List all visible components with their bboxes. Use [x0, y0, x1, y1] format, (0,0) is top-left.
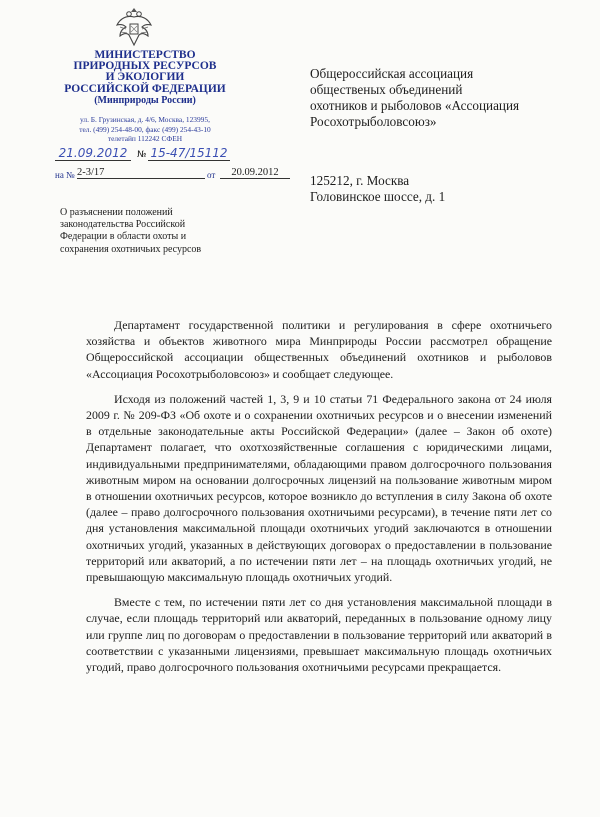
ministry-name: [60, 50, 230, 106]
ministry-line: И ЭКОЛОГИИ: [105, 71, 185, 84]
body-paragraph: Исходя из положений частей 1, 3, 9 и 10 статьи 71 Федерального закона от 24 июля 2009 г. № 209-ФЗ «Об охоте и о сохранении охотничьих ресурсов и о внесении изменений в отдельные законодательные акты Российской Федерации» (далее – Закон об охоте) Департамент полагает, что охотхозяйственные соглашения с юридическими лицами, индивидуальными предпринимателями, обладающими правом долгосрочного пользования животным миром на основании долгосрочных лицензий на пользование животным миром в отношении охотничьих ресурсов, которое возникло до вступления в силу Закона об охоте (далее – право долгосрочного пользования охотничьими ресурсами), в течение пяти лет со дня установления максимальной площади охотничьих угодий заключаются в отношении охотничьих угодий, указанных в действующих договорах о предоставлении в пользование территорий или акваторий, а по истечении пяти лет – на площадь охотничьих угодий, не превышающую максимальную площадь охотничьих угодий.: [86, 391, 552, 585]
address-line: тел. (499) 254-48-00, факс (499) 254-43-10: [79, 124, 211, 134]
recipient-address: [310, 173, 550, 205]
ministry-line: МИНИСТЕРСТВО: [94, 49, 196, 61]
subject-line: Федерации в области охоты и: [60, 231, 187, 243]
handwritten-date: 21.09.2012: [55, 146, 131, 161]
letter-body: [86, 317, 552, 684]
reference-number: 2-3/17: [77, 167, 205, 179]
ministry-line: ПРИРОДНЫХ РЕСУРСОВ: [73, 60, 217, 73]
subject-line: О разъяснении положений: [60, 207, 173, 218]
number-sign: №: [137, 150, 147, 160]
recipient-line: Росохотрыболовсоюз»: [310, 114, 437, 129]
recipient-address-line: Головинское шоссе, д. 1: [310, 189, 446, 204]
reference-date: 20.09.2012: [220, 167, 290, 179]
address-line: ул. Б. Грузинская, д. 4/6, Москва, 123995,: [80, 115, 210, 124]
handwritten-number: 15-47/15112: [148, 146, 230, 161]
reference-label: на №: [55, 170, 75, 180]
ministry-short-name: (Минприроды России): [94, 94, 196, 106]
recipient-line: охотников и рыболовов «Ассоциация: [310, 98, 520, 113]
recipient-line: Общероссийская ассоциация: [310, 66, 474, 81]
address-line: телетайп 112242 СФЕН: [107, 134, 183, 143]
body-paragraph: Департамент государственной политики и регулирования в сфере охотничьего хозяйства и объектов животного мира Минприроды России рассмотрел обращение Общероссийской ассоциации общественных объединений охотников и рыболовов «Ассоциация Росохотрыболовсоюз» и сообщает следующее.: [86, 318, 552, 381]
subject-line: законодательства Российской: [60, 219, 186, 231]
ministry-address: [60, 115, 230, 144]
coat-of-arms-emblem: [114, 5, 154, 49]
reference-date-label: от: [207, 170, 216, 180]
ministry-line: РОССИЙСКОЙ ФЕДЕРАЦИИ: [64, 82, 226, 95]
body-paragraph: Вместе с тем, по истечении пяти лет со дня установления максимальной площади в случае, если площадь территорий или акваторий, переданных в пользование одному лицу или группе лиц по договорам о предоставлении в пользование территорий или акваторий в соответствии с указанными лицензиями, превышает максимальную площадь охотничьих угодий, право долгосрочного пользования охотничьими ресурсами прекращается.: [86, 595, 552, 675]
recipient-block: [310, 66, 570, 130]
letter-subject: [60, 207, 250, 256]
recipient-line: общественых объединений: [310, 82, 463, 97]
subject-line: сохранения охотничьих ресурсов: [60, 243, 202, 255]
recipient-address-line: 125212, г. Москва: [310, 173, 410, 188]
